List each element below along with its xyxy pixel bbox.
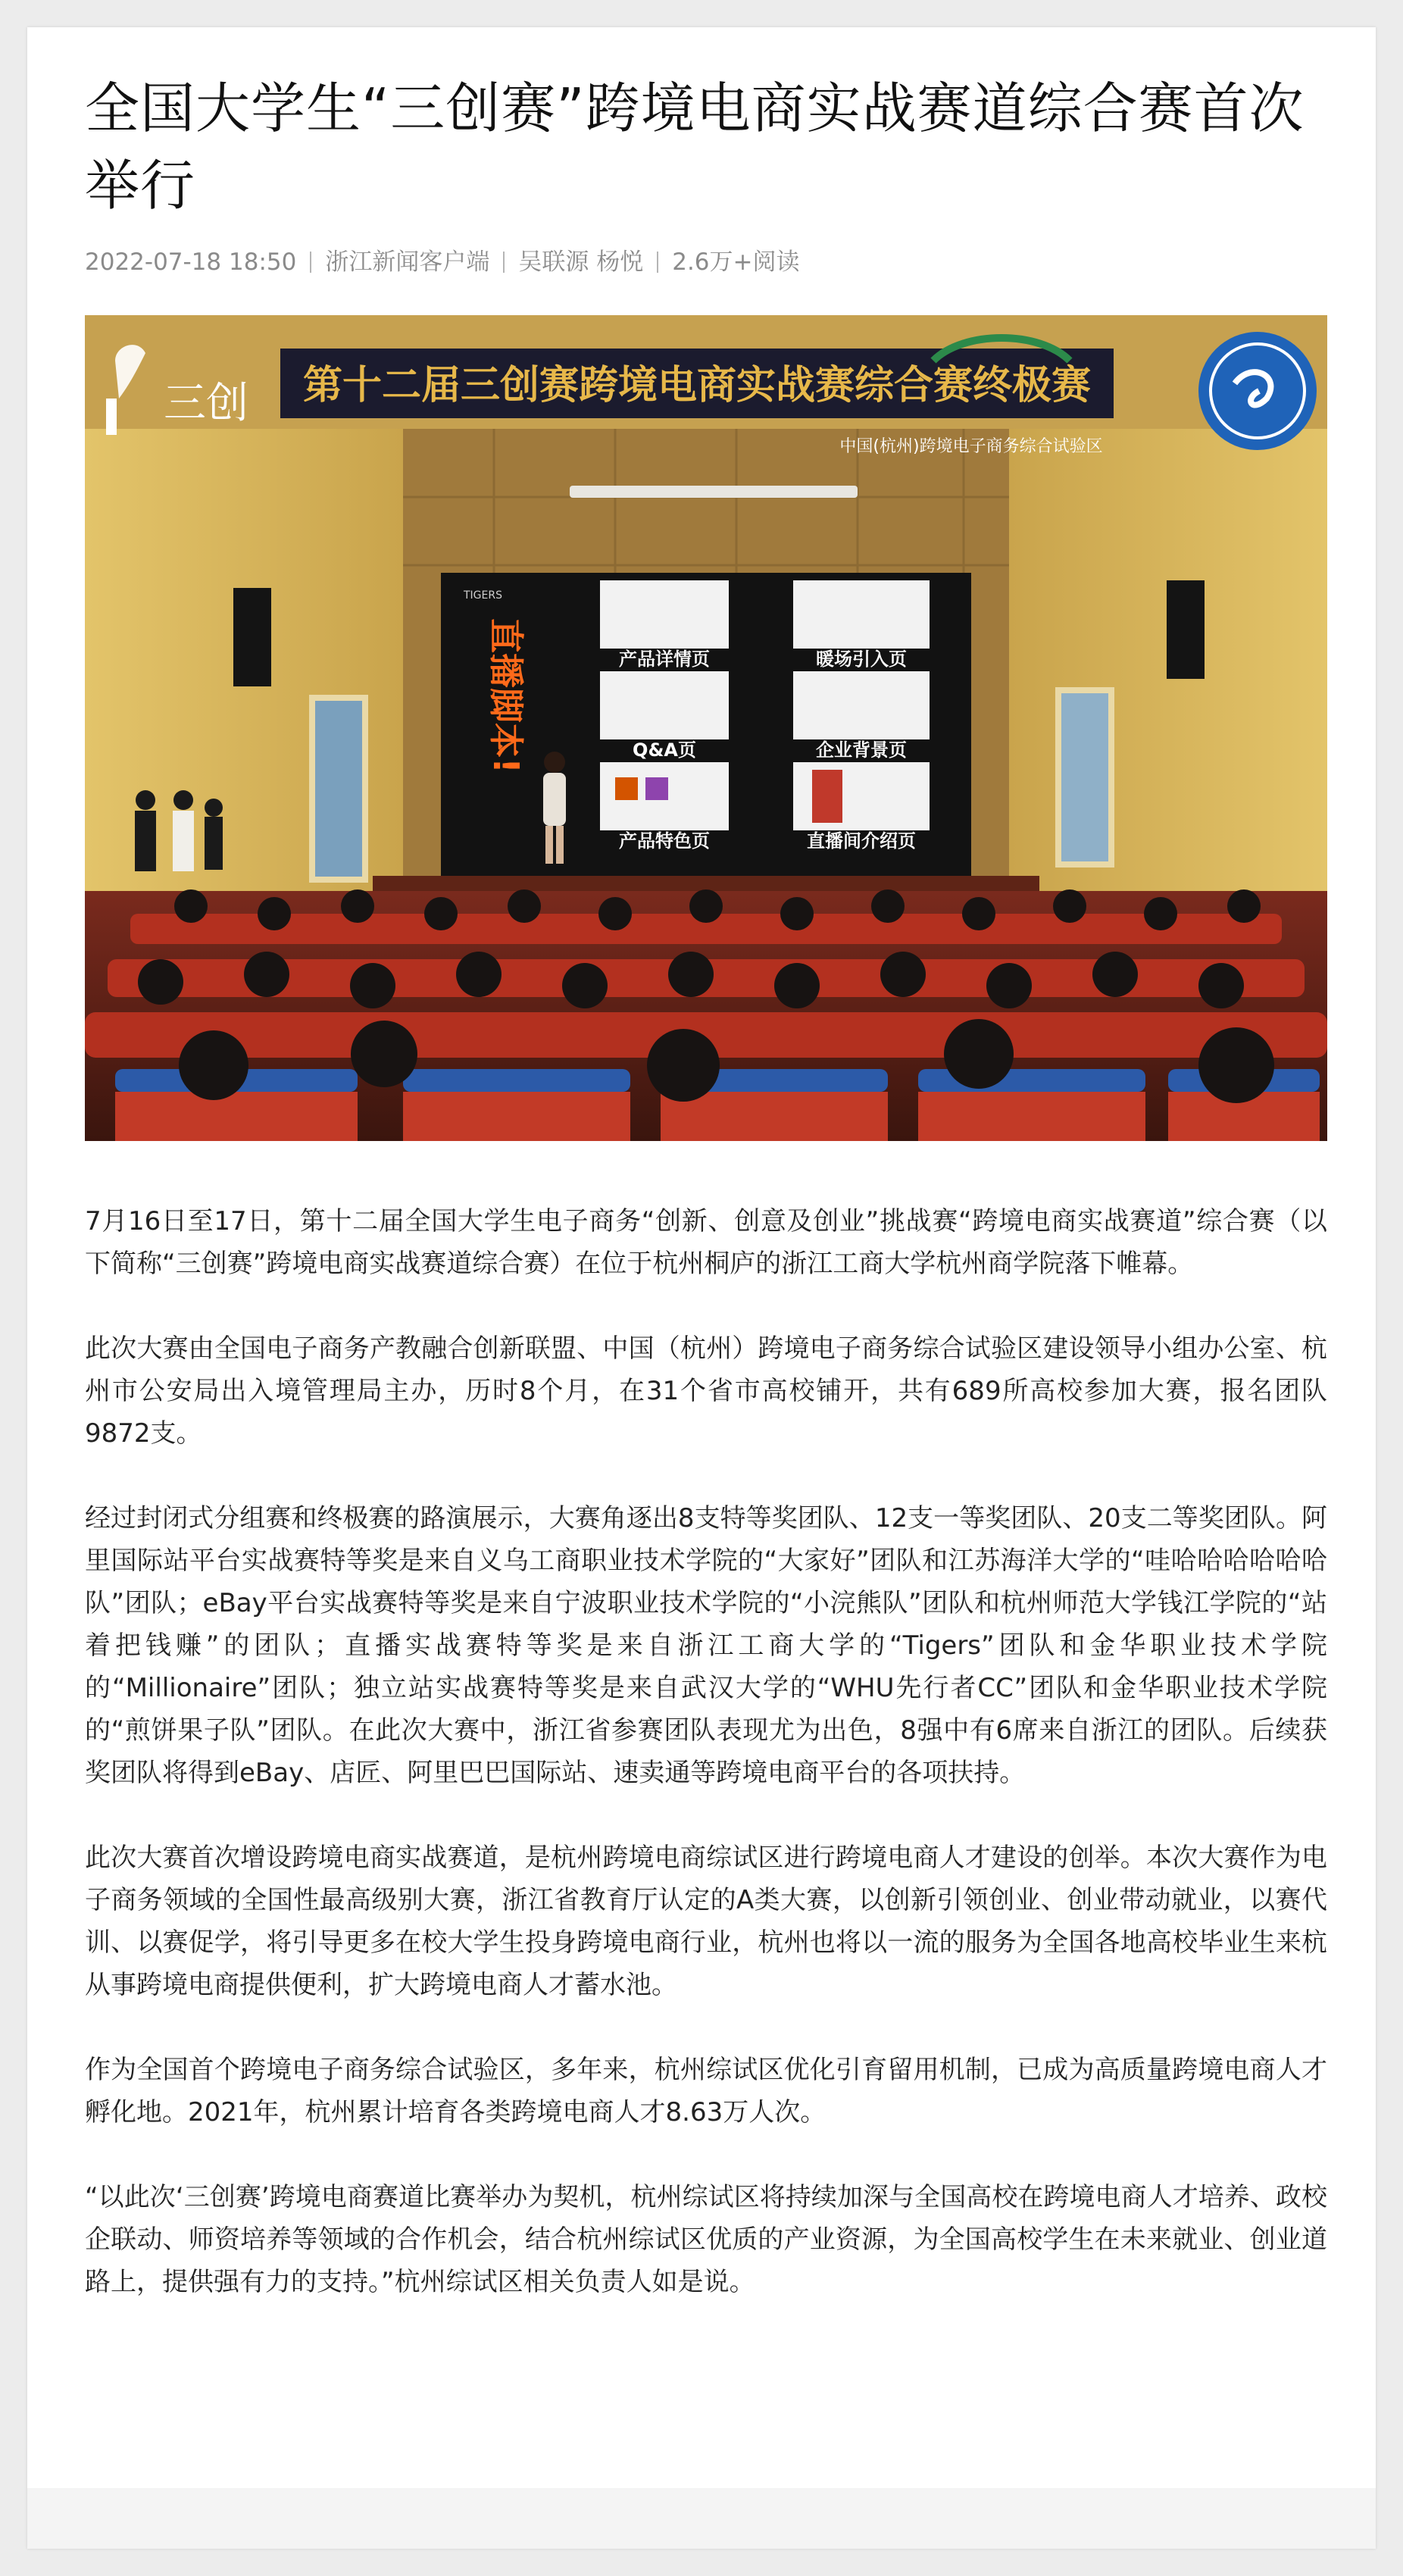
article-meta <box>85 247 1327 277</box>
read-count: 2.6万+阅读 <box>672 249 800 276</box>
article-paragraph: 此次大赛由全国电子商务产教融合创新联盟、中国（杭州）跨境电子商务综合试验区建设领导小组办公室、杭州市公安局出入境管理局主办，历时8个月，在31个省市高校铺开，共有689所高校参加大赛，报名团队9872支。 <box>85 1333 1327 1449</box>
publish-date: 2022-07-18 18:50 <box>85 249 297 276</box>
article-paragraph: “以此次‘三创赛’跨境电商赛道比赛举办为契机，杭州综试区将持续加深与全国高校在跨境电商人才培养、政校企联动、师资培养等领域的合作机会，结合杭州综试区优质的产业资源，为全国高校学生在未来就业、创业道路上，提供强有力的支持。”杭州综试区相关负责人如是说。 <box>85 2182 1327 2297</box>
source-link[interactable]: 浙江新闻客户端 <box>325 249 490 276</box>
article-paragraph: 经过封闭式分组赛和终极赛的路演展示，大赛角逐出8支特等奖团队、12支一等奖团队、20支二等奖团队。阿里国际站平台实战赛特等奖是来自义乌工商职业技术学院的“大家好”团队和江苏海洋大学的“哇哈哈哈哈哈哈队”团队；eBay平台实战赛特等奖是来自宁波职业技术学院的“小浣熊队”团队和杭州师范大学钱江学院的“站着把钱赚”的团队；直播实战赛特等奖是来自浙江工商大学的“Tigers”团队和金华职业技术学院的“Millionaire”团队；独立站实战赛特等奖是来自武汉大学的“WHU先行者CC”团队和金华职业技术学院的“煎饼果子队”团队。在此次大赛中，浙江省参赛团队表现尤为出色，8强中有6席来自浙江的团队。后续获奖团队将得到eBay、店匠、阿里巴巴国际站、速卖通等跨境电商平台的各项扶持。 <box>85 1503 1327 1788</box>
screen-label: 产品特色页 <box>619 830 710 852</box>
speaker-left <box>233 588 271 686</box>
authors: 吴联源 杨悦 <box>518 249 644 276</box>
banner-text: 第十二届三创赛跨境电商实战赛综合赛终极赛 <box>302 362 1092 408</box>
meta-divider <box>310 252 311 273</box>
meta-divider <box>503 252 505 273</box>
article-paragraph: 作为全国首个跨境电子商务综合试验区，多年来，杭州综试区优化引育留用机制，已成为高质量跨境电商人才孵化地。2021年，杭州累计培育各类跨境电商人才8.63万人次。 <box>85 2055 1327 2127</box>
article <box>85 70 1327 2346</box>
staff-group <box>135 790 223 871</box>
screen-side-text <box>486 618 527 774</box>
screen-label: 产品详情页 <box>619 649 710 670</box>
screen-label: 直播间介绍页 <box>807 830 916 852</box>
screen-label: 企业背景页 <box>816 739 907 761</box>
door-right <box>1058 690 1111 864</box>
ceiling-light <box>570 486 858 498</box>
door-left <box>312 698 365 880</box>
screen-label: 暖场引入页 <box>816 649 907 670</box>
article-paragraph: 此次大赛首次增设跨境电商实战赛道，是杭州跨境电商综试区进行跨境电商人才建设的创举。本次大赛作为电子商务领域的全国性最高级别大赛，浙江省教育厅认定的A类大赛，以创新引领创业、创业带动就业，以赛代训、以赛促学，将引导更多在校大学生投身跨境电商行业，杭州也将以一流的服务为全国各地高校毕业生来杭从事跨境电商提供便利，扩大跨境电商人才蓄水池。 <box>85 1843 1327 2000</box>
speaker-right <box>1167 580 1205 679</box>
article-card <box>27 27 1376 2549</box>
logo-text: 三创 <box>164 379 248 428</box>
article-body <box>85 1200 1327 2303</box>
meta-divider <box>657 252 658 273</box>
article-title: 全国大学生“三创赛”跨境电商实战赛道综合赛首次举行 <box>85 77 1305 217</box>
screen-brand: TIGERS <box>464 589 502 602</box>
footer-strip <box>27 2488 1376 2549</box>
banner-subtext: 中国(杭州)跨境电子商务综合试验区 <box>839 437 1103 456</box>
university-emblem <box>1198 332 1317 450</box>
svg-text:直播脚本!: 直播脚本! <box>486 618 527 774</box>
article-paragraph: 7月16日至17日，第十二届全国大学生电子商务“创新、创意及创业”挑战赛“跨境电商实战赛道”综合赛（以下简称“三创赛”跨境电商实战赛道综合赛）在位于杭州桐庐的浙江工商大学杭州商学院落下帷幕。 <box>85 1206 1327 1279</box>
screen-label: Q&A页 <box>633 739 696 761</box>
hero-photo[interactable] <box>85 315 1327 1141</box>
